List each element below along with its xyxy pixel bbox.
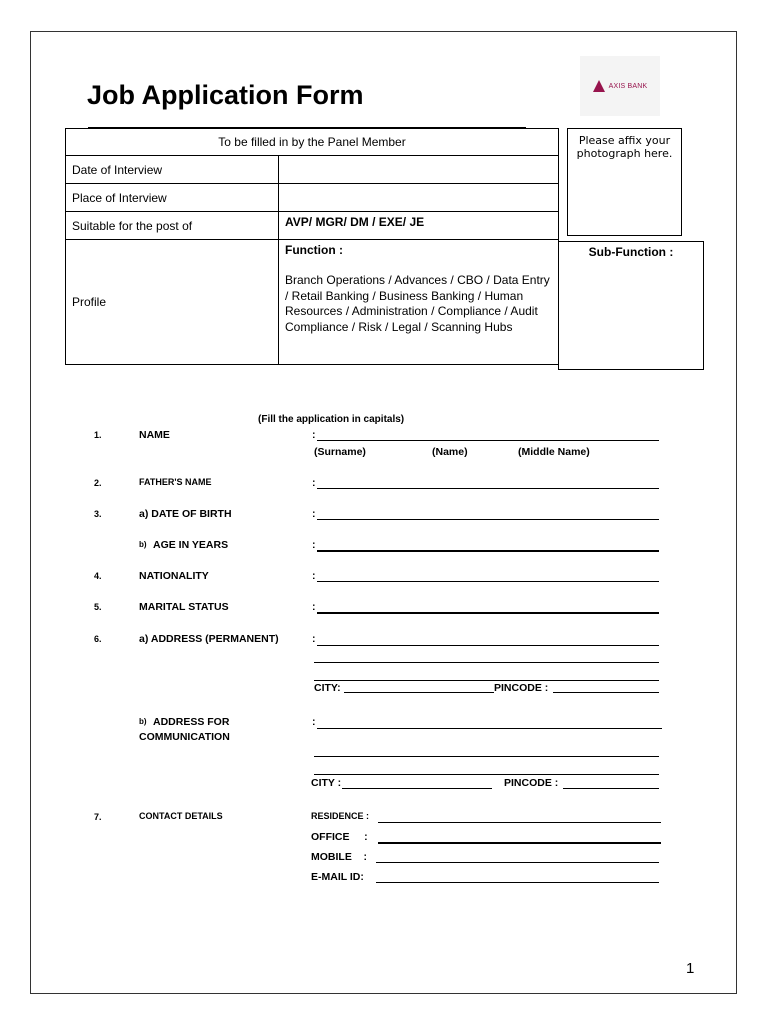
place-of-interview-label: Place of Interview	[66, 184, 279, 212]
colon: :	[312, 429, 316, 441]
city-label: CITY :	[311, 777, 342, 789]
colon: :	[312, 539, 316, 551]
dob-label: a) DATE OF BIRTH	[139, 508, 232, 520]
nationality-input-line[interactable]	[317, 581, 659, 582]
fathers-name-input-line[interactable]	[317, 488, 659, 489]
page-number: 1	[686, 960, 695, 977]
profile-label: Profile	[66, 240, 279, 365]
panel-member-table	[65, 128, 559, 365]
sub-function-label: Sub-Function :	[588, 245, 674, 259]
office-label: OFFICE :	[311, 831, 368, 843]
nationality-label: NATIONALITY	[139, 570, 209, 582]
item-number: 1.	[94, 430, 102, 440]
panel-header: To be filled in by the Panel Member	[66, 129, 559, 156]
pincode-label: PINCODE :	[504, 777, 559, 789]
marital-status-input-line[interactable]	[317, 612, 659, 614]
item-number: 4.	[94, 571, 102, 581]
mobile-input-line[interactable]	[376, 862, 659, 863]
city-input-line[interactable]	[342, 788, 492, 789]
middle-name-caption: (Middle Name)	[518, 446, 590, 458]
address-permanent-line-1[interactable]	[317, 645, 659, 646]
city-input-line[interactable]	[344, 692, 494, 693]
mobile-label: MOBILE :	[311, 851, 367, 863]
pincode-input-line[interactable]	[563, 788, 659, 789]
age-label: AGE IN YEARS	[153, 539, 229, 551]
name-input-line[interactable]	[317, 440, 659, 441]
office-input-line[interactable]	[378, 842, 661, 844]
surname-caption: (Surname)	[314, 446, 366, 458]
age-input-line[interactable]	[317, 550, 659, 552]
name-label: NAME	[139, 429, 170, 441]
date-of-interview-field[interactable]	[279, 156, 559, 184]
address-permanent-line-2[interactable]	[314, 662, 659, 663]
age-prefix: b)	[139, 540, 147, 549]
address-permanent-label: a) ADDRESS (PERMANENT)	[139, 633, 279, 645]
item-number: 5.	[94, 602, 102, 612]
address-comm-line-2[interactable]	[314, 756, 659, 757]
contact-details-label: CONTACT DETAILS	[139, 811, 223, 821]
marital-status-label: MARITAL STATUS	[139, 601, 229, 613]
address-comm-label-2: COMMUNICATION	[139, 731, 230, 743]
city-label: CITY:	[314, 682, 341, 694]
suitable-post-label: Suitable for the post of	[66, 212, 279, 240]
address-comm-label-1: ADDRESS FOR	[153, 716, 230, 728]
fathers-name-label: FATHER'S NAME	[139, 477, 212, 487]
function-list: Branch Operations / Advances / CBO / Data Entry / Retail Banking / Business Banking / Human Resources / Administration / Compliance / Audit Compliance / Risk / Legal / Scanning Hubs	[285, 273, 550, 334]
place-of-interview-field[interactable]	[279, 184, 559, 212]
email-input-line[interactable]	[376, 882, 659, 883]
item-number: 6.	[94, 634, 102, 644]
logo-text: AXIS BANK	[608, 82, 648, 90]
function-cell	[279, 240, 559, 365]
residence-input-line[interactable]	[378, 822, 661, 823]
item-number: 2.	[94, 478, 102, 488]
pincode-input-line[interactable]	[553, 692, 659, 693]
axis-logo-icon	[593, 80, 605, 92]
address-comm-line-1[interactable]	[317, 728, 662, 729]
address-comm-line-3[interactable]	[314, 774, 659, 775]
post-options: AVP/ MGR/ DM / EXE/ JE	[279, 212, 559, 240]
address-comm-prefix: b)	[139, 717, 147, 726]
item-number: 3.	[94, 509, 102, 519]
page-title: Job Application Form	[87, 80, 364, 110]
axis-bank-logo	[580, 56, 660, 116]
sub-function-cell	[558, 241, 704, 370]
email-label: E-MAIL ID:	[311, 871, 364, 883]
function-label: Function :	[285, 243, 343, 257]
address-permanent-line-3[interactable]	[314, 680, 659, 681]
dob-input-line[interactable]	[317, 519, 659, 520]
photograph-box: Please affix your photograph here.	[567, 128, 682, 236]
colon: :	[312, 570, 316, 582]
colon: :	[312, 477, 316, 489]
date-of-interview-label: Date of Interview	[66, 156, 279, 184]
residence-label: RESIDENCE :	[311, 811, 370, 821]
item-number: 7.	[94, 812, 102, 822]
colon: :	[312, 508, 316, 520]
colon: :	[312, 601, 316, 613]
colon: :	[312, 633, 316, 645]
form-instruction: (Fill the application in capitals)	[258, 414, 405, 425]
colon: :	[312, 716, 316, 728]
name-caption: (Name)	[432, 446, 468, 458]
pincode-label: PINCODE :	[494, 682, 549, 694]
